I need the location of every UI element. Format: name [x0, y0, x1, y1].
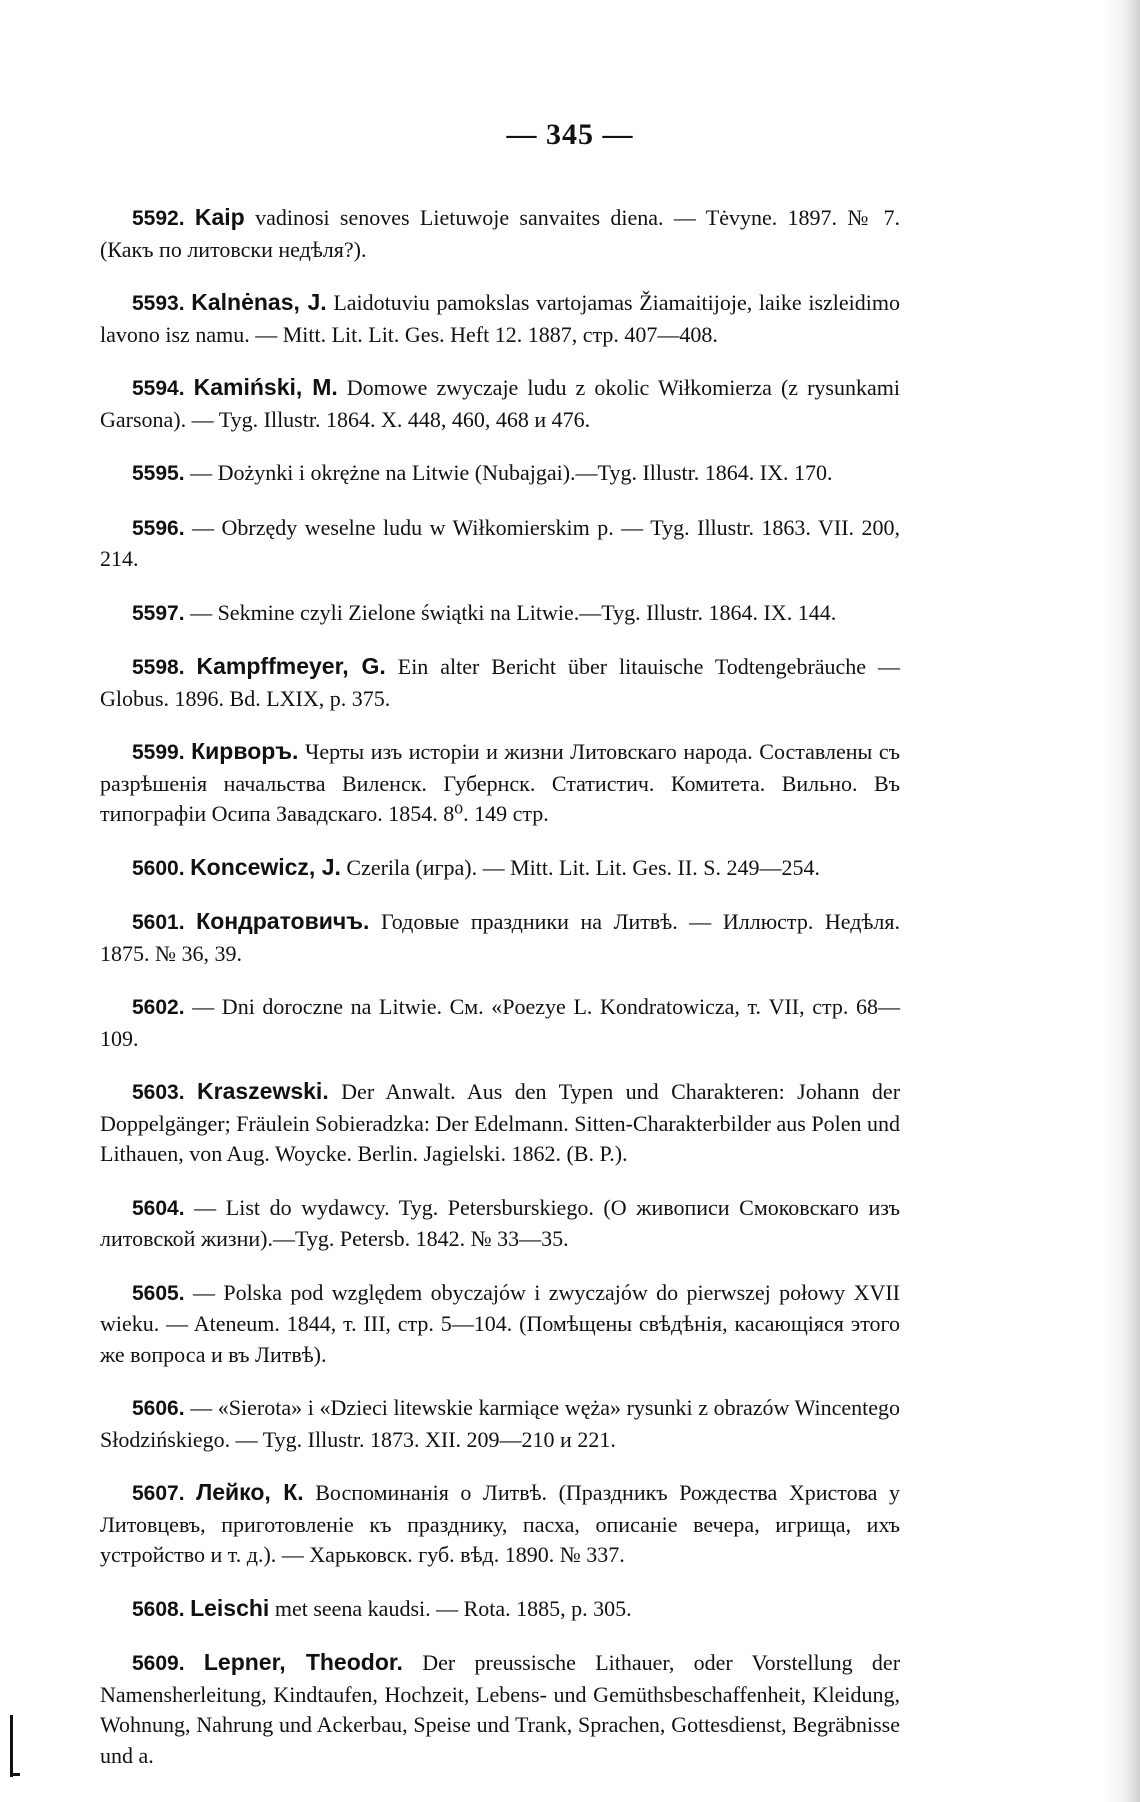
entry-number: 5594. [132, 377, 185, 400]
bibliography-entry [100, 1192, 900, 1255]
entry-number: 5597. [132, 601, 185, 625]
entry-text: — Dożynki i okrężne na Litwie (Nubajgai).—Tyg. Illustr. 1864. IX. 170. [190, 460, 833, 485]
entry-number: 5602. [132, 996, 185, 1019]
entry-number: 5609. [132, 1652, 185, 1675]
entry-text: Domowe zwyczaje ludu z okolic Wiłkomierza (z rysunkami Garsona). — Tyg. Illustr. 1864. X. 448, 460, 468 и 476. [100, 375, 900, 432]
page-edge-shadow [1104, 0, 1140, 1802]
entry-number: 5592. [132, 207, 185, 230]
entry-number: 5598. [132, 656, 185, 679]
page-number: — 345 — [506, 118, 634, 151]
entry-text: — Polska pod względem obyczajów i zwyczajów do pierwszej połowy XVII wieku. — Ateneum. 1844, т. III, стр. 5—104. (Помѣщены свѣдѣнія, касающіяся этого же вопроса и въ Литвѣ). [100, 1279, 900, 1367]
entry-number: 5599. [132, 741, 185, 764]
entry-author: Kamiński, M. [193, 374, 338, 400]
entry-number: 5595. [132, 462, 185, 485]
entry-text: Laidotuviu pamokslas vartojamas Žiamaitijoje, laike iszleidimo lavono isz namu. — Mitt. Lit. Lit. Ges. Heft 12. 1887, стр. 407—408. [100, 290, 901, 347]
bibliography-entry [100, 1477, 900, 1571]
entry-number: 5600. [132, 856, 185, 880]
bibliography-entry [100, 372, 900, 435]
bibliography-entry [100, 1392, 900, 1455]
entry-author: Kalnėnas, J. [191, 289, 327, 315]
bibliography-entry [100, 1076, 900, 1170]
entry-text: Ein alter Bericht über litauische Todtengebräuche — Globus. 1896. Bd. LXIX, p. 375. [100, 654, 901, 711]
bibliography-entry [100, 512, 900, 575]
bibliography-entry [100, 457, 900, 490]
entry-text: — «Sierota» i «Dzieci litewskie karmiące węża» rysunki z obrazów Wincentego Słodzińskiego. — Tyg. Illustr. 1873. XII. 209—210 и 221. [100, 1395, 900, 1452]
entry-author: Leischi [190, 1594, 270, 1621]
entry-number: 5603. [132, 1081, 185, 1104]
entry-author: Kampffmeyer, G. [196, 653, 386, 679]
bibliography-entry [100, 1593, 900, 1626]
entry-number: 5604. [132, 1196, 185, 1220]
entry-number: 5601. [132, 911, 185, 934]
bibliography-entry [100, 852, 900, 885]
entry-number: 5596. [132, 516, 185, 540]
margin-mark-foot [10, 1773, 20, 1776]
entry-author: Кирворъ. [191, 738, 299, 764]
entry-author: Koncewicz, J. [190, 853, 341, 880]
entry-author: Лейко, К. [196, 1479, 304, 1505]
bibliography-entry [100, 287, 900, 350]
entry-number: 5593. [132, 292, 185, 315]
entry-text: met seena kaudsi. — Rota. 1885, p. 305. [274, 1595, 632, 1621]
entry-text: Der preussische Lithauer, oder Vorstellung der Namensherleitung, Kindtaufen, Hochzeit, Lebens- und Gemüthsbeschaffenheit, Kleidung, Wohnung, Nahrung und Ackerbau, Speise und Trank, Sprachen, Gottesdienst, Begräbnisse und a. [100, 1650, 901, 1768]
bibliography-entry [100, 597, 900, 630]
entry-number: 5608. [132, 1597, 185, 1621]
entry-text: Der Anwalt. Aus den Typen und Charakteren: Johann der Doppelgänger; Fräulein Sobieradzka: Der Edelmann. Sitten-Charakterbilder aus Polen und Lithauen, von Aug. Woycke. Berlin. Jagielski. 1862. (B. P.). [100, 1079, 901, 1166]
entry-author: Lepner, Theodor. [203, 1649, 403, 1675]
entry-text: — List do wydawcy. Tyg. Petersburskiego. (О живописи Смоковскаго изъ литовской жизни).—Tyg. Petersb. 1842. № 33—35. [100, 1194, 900, 1251]
bibliography-list [100, 180, 900, 1775]
bibliography-entry [100, 651, 900, 714]
bibliography-entry [100, 1277, 900, 1371]
entry-number: 5606. [132, 1397, 185, 1420]
entry-number: 5605. [132, 1281, 185, 1305]
entry-author: Кондратовичъ. [196, 908, 370, 934]
entry-text: Черты изъ исторіи и жизни Литовскаго народа. Составлены съ разрѣшенія начальства Виленск. Губернск. Статистич. Комитета. Вильно. Въ типографіи Осипа Завадскаго. 1854. 8⁰. 149 стр. [100, 739, 900, 826]
entry-author: Kaip [194, 204, 245, 230]
bibliography-entry [100, 906, 900, 969]
bibliography-entry [100, 736, 900, 830]
entry-author: Kraszewski. [197, 1078, 329, 1104]
entry-text: — Dni doroczne na Litwie. См. «Poezye L. Kondratowicza, т. VII, стр. 68—109. [100, 994, 900, 1051]
entry-text: — Obrzędy weselne ludu w Wiłkomierskim p. — Tyg. Illustr. 1863. VII. 200, 214. [100, 514, 900, 571]
entry-text: Воспоминанія о Литвѣ. (Праздникъ Рождества Христова у Литовцевъ, приготовленіе къ празднику, пасха, описаніе вечера, игрища, ихъ устройство и т. д.). — Харьковск. губ. вѣд. 1890. № 337. [100, 1480, 900, 1567]
entry-number: 5607. [132, 1482, 185, 1505]
entry-text: Czerila (игра). — Mitt. Lit. Lit. Ges. II. S. 249—254. [346, 854, 820, 880]
margin-mark [10, 1715, 13, 1777]
entry-text: Годовые праздники на Литвѣ. — Иллюстр. Недѣля. 1875. № 36, 39. [100, 909, 901, 966]
entry-text: vadinosi senoves Lietuwoje sanvaites diena. — Tėvyne. 1897. № 7. (Какъ по литовски недѣля?). [100, 205, 901, 262]
bibliography-entry [100, 202, 900, 265]
bibliography-entry [100, 991, 900, 1054]
bibliography-entry [100, 1647, 900, 1771]
entry-text: — Sekmine czyli Zielone świątki na Litwie.—Tyg. Illustr. 1864. IX. 144. [190, 599, 837, 625]
